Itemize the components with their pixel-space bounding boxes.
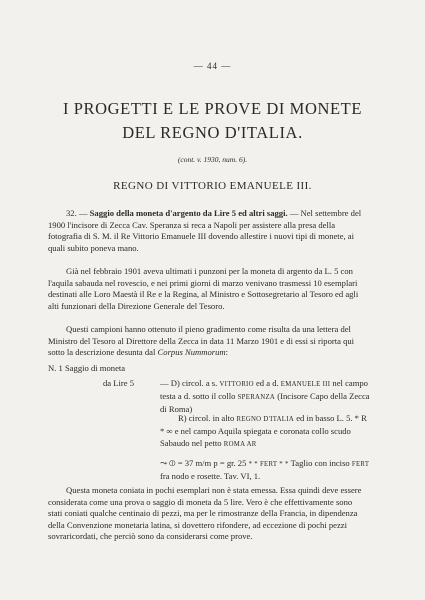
- paragraph-number: 32.: [66, 208, 77, 218]
- legend-vittorio: VITTORIO: [219, 381, 254, 388]
- obverse-prefix: — D) circol. a s.: [160, 378, 218, 388]
- entry-label: N. 1 Saggio di moneta: [48, 363, 126, 373]
- reverse-mid: ed in basso L. 5. * R * ∞ e nel campo Aquila spiegata e coronata collo scudo Sabaudo nel petto: [160, 413, 367, 448]
- obverse-end: (Incisore Capo della Zecca di Roma): [160, 390, 370, 414]
- weight-symbols: ⤳ ⦶ = 37 m/m p = gr. 25: [160, 458, 247, 468]
- paragraph-gia: [48, 266, 368, 312]
- weight-end: fra nodo e rosette. Tav. VI, 1.: [160, 470, 261, 481]
- reverse-prefix: R) circol. in alto: [178, 413, 235, 423]
- reverse-description: [160, 413, 373, 450]
- paragraph-final: [48, 485, 368, 543]
- legend-regno: REGNO D'ITALIA: [236, 416, 295, 423]
- colon: :: [225, 347, 228, 357]
- section-title: REGNO DI VITTORIO EMANUELE III.: [113, 180, 312, 192]
- legend-roma: ROMA AR: [223, 440, 257, 448]
- entry-denomination: da Lire 5: [103, 378, 135, 388]
- paragraph-text: Già nel febbraio 1901 aveva ultimati i punzoni per la moneta di argento da L. 5 con l'aquila sabauda nel rovescio, e nei primi giorni di marzo venivano trasmessi 10 esemplari destinati alle Loro Maestà il Re e la Regina, al Ministro e Sottosegretario al Tesoro ed agli alti funzionari della Direzione Generale del Tesoro.: [48, 266, 359, 311]
- continuation-note: (cont. v. 1930, num. 6).: [177, 155, 248, 164]
- paragraph-text: — Nel settembre del 1900 l'incisore di Zecca Cav. Speranza si reca a Napoli per assistere alla presa della fotografia di S. M. il Re Vittorio Emanuele III dovendo allestire i nuovi tipi di monete, ai quali subito poneva mano.: [48, 208, 362, 253]
- page-number: — 44 —: [193, 61, 232, 71]
- edge-fert: * * FERT * *: [248, 461, 289, 468]
- paragraph-questi: [48, 324, 368, 359]
- obverse-mid1: ed a d.: [255, 378, 279, 388]
- weight-description: [160, 458, 373, 483]
- legend-speranza: SPERANZA: [237, 393, 276, 401]
- edge-fert-2: FERT: [351, 461, 370, 468]
- title-line-1: I PROGETTI E LE PROVE DI MONETE: [62, 99, 363, 118]
- corpus-title: Corpus Nummorum: [157, 347, 226, 357]
- obverse-mid2: nel campo testa a d. sotto il collo: [160, 378, 368, 401]
- legend-emanuele: EMANUELE III: [280, 381, 331, 388]
- paragraph-text: Questi campioni hanno ottenuto il pieno gradimento come risulta da una lettera del Ministro del Tesoro al Direttore della Zecca in data 11 Marzo 1901 e di essi si riporta qui sotto la descrizione desunta dal: [48, 324, 355, 357]
- paragraph-heading: Saggio della moneta d'argento da Lire 5 ed altri saggi.: [89, 208, 288, 218]
- weight-mid: Taglio con inciso: [290, 458, 350, 468]
- paragraph-32: [48, 208, 368, 254]
- obverse-description: [160, 378, 373, 415]
- paragraph-dash: —: [78, 208, 88, 218]
- paragraph-text: Questa moneta coniata in pochi esemplari non è stata emessa. Essa quindi deve essere considerata come una prova o saggio di moneta da 5 lire. Vero è che effettivamente sono stati coniati qualche centinaio di pezzi, ma per le rimostranze della Francia, in dipendenza della Convenzione monetaria latina, si dovettero rifondere, ad eccezione di pochi pezzi sovraricordati, che perciò sono da considerarsi come prove.: [48, 485, 362, 541]
- title-line-2: DEL REGNO D'ITALIA.: [122, 123, 303, 142]
